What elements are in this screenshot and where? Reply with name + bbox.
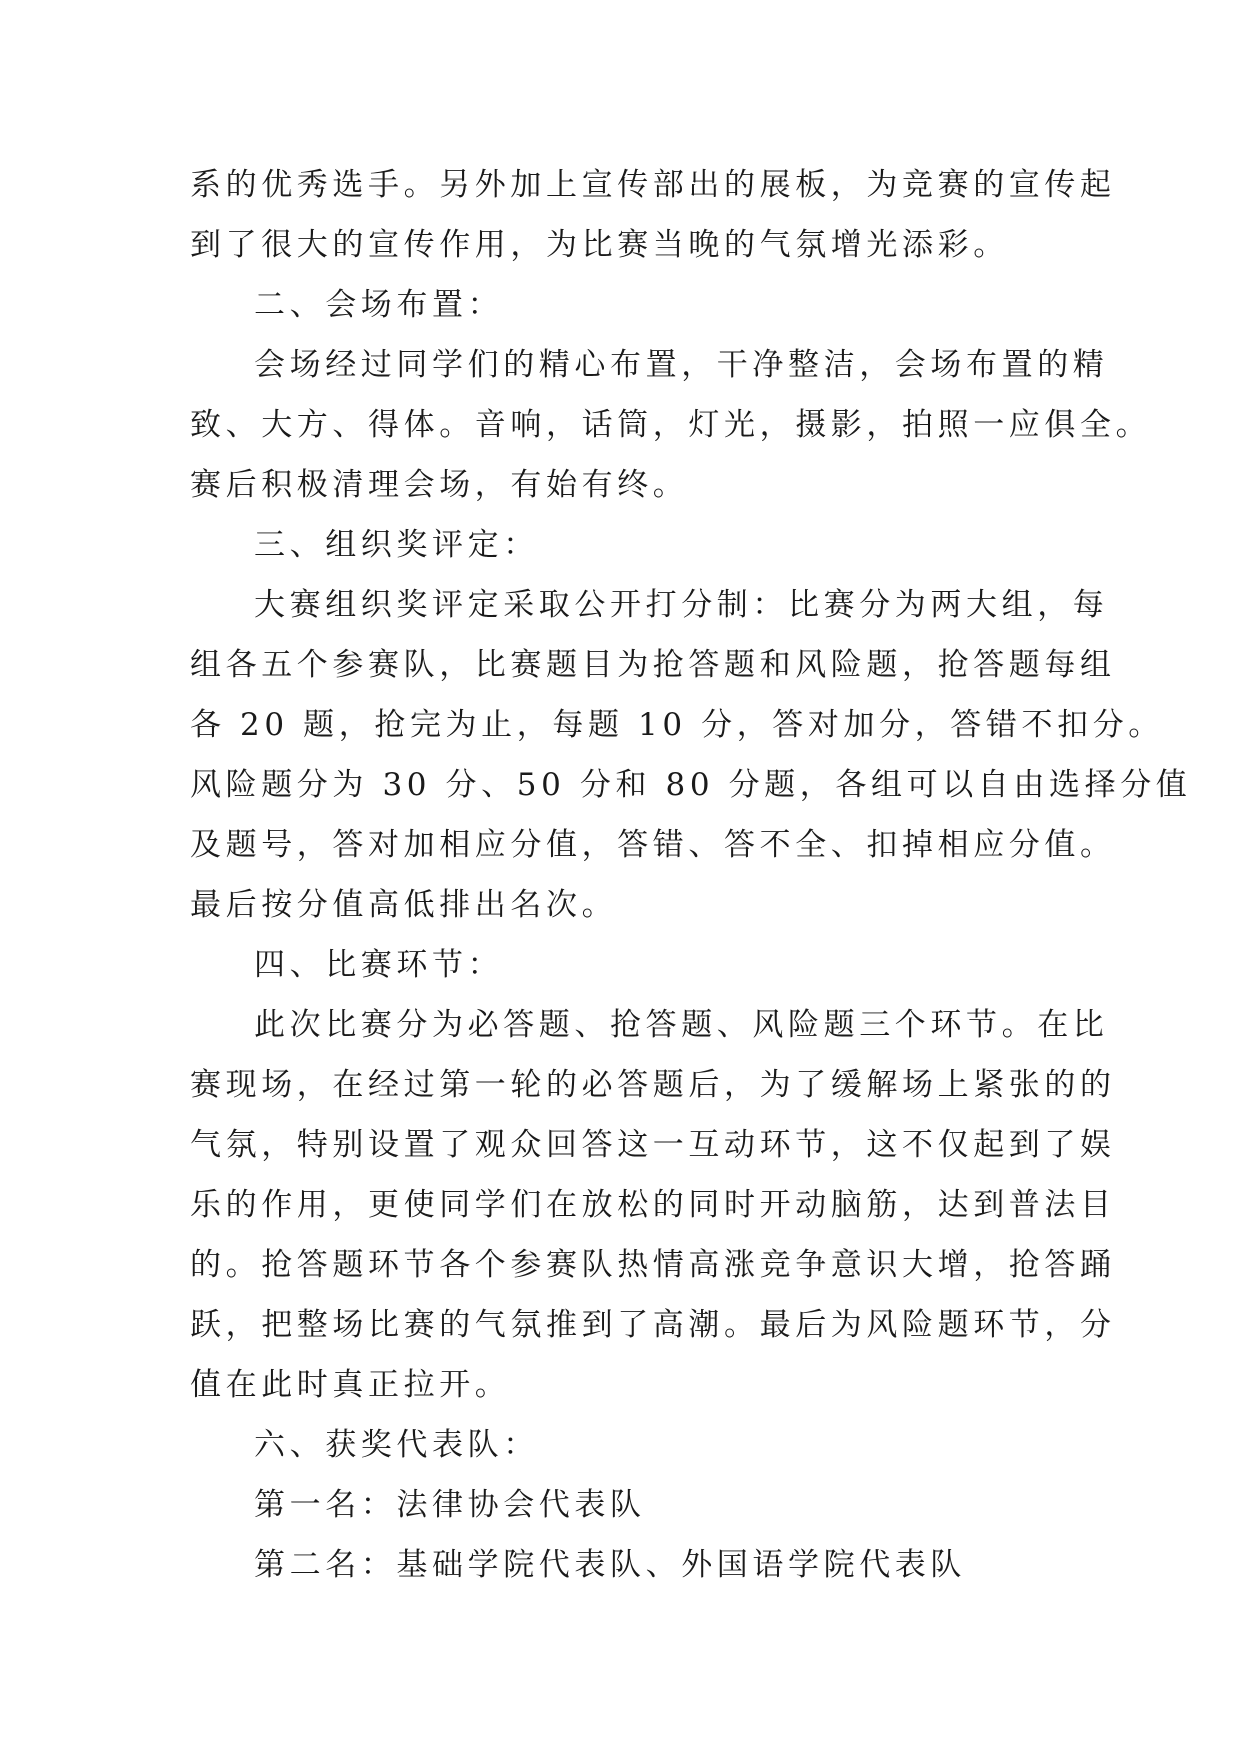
paragraph-line: 各 20 题，抢完为止，每题 10 分，答对加分，答错不扣分。 (190, 707, 1164, 743)
section-heading: 六、获奖代表队： (254, 1427, 539, 1463)
paragraph-line: 跃，把整场比赛的气氛推到了高潮。最后为风险题环节，分 (190, 1307, 1116, 1343)
paragraph-line: 致、大方、得体。音响，话筒，灯光，摄影，拍照一应俱全。 (190, 407, 1152, 443)
section-heading: 二、会场布置： (254, 287, 504, 323)
paragraph-line: 此次比赛分为必答题、抢答题、风险题三个环节。在比 (254, 1007, 1109, 1043)
paragraph-line: 系的优秀选手。另外加上宣传部出的展板，为竞赛的宣传起 (190, 167, 1116, 203)
paragraph-line: 及题号，答对加相应分值，答错、答不全、扣掉相应分值。 (190, 827, 1116, 863)
paragraph-line: 到了很大的宣传作用，为比赛当晚的气氛增光添彩。 (190, 227, 1009, 263)
paragraph-line: 气氛，特别设置了观众回答这一互动环节，这不仅起到了娱 (190, 1127, 1116, 1163)
section-heading: 四、比赛环节： (254, 947, 504, 983)
paragraph-line: 会场经过同学们的精心布置，干净整洁，会场布置的精 (254, 347, 1109, 383)
paragraph-line: 大赛组织奖评定采取公开打分制：比赛分为两大组，每 (254, 587, 1109, 623)
paragraph-line: 值在此时真正拉开。 (190, 1367, 511, 1403)
section-heading: 三、组织奖评定： (254, 527, 539, 563)
paragraph-line: 赛后积极清理会场，有始有终。 (190, 467, 689, 503)
paragraph-line: 风险题分为 30 分、50 分和 80 分题，各组可以自由选择分值 (190, 767, 1192, 803)
paragraph-line: 的。抢答题环节各个参赛队热情高涨竞争意识大增，抢答踊 (190, 1247, 1116, 1283)
paragraph-line: 乐的作用，更使同学们在放松的同时开动脑筋，达到普法目 (190, 1187, 1116, 1223)
paragraph-line: 赛现场，在经过第一轮的必答题后，为了缓解场上紧张的的 (190, 1067, 1116, 1103)
award-second-place: 第二名：基础学院代表队、外国语学院代表队 (254, 1547, 966, 1583)
paragraph-line: 组各五个参赛队，比赛题目为抢答题和风险题，抢答题每组 (190, 647, 1116, 683)
paragraph-line: 最后按分值高低排出名次。 (190, 887, 618, 923)
award-first-place: 第一名：法律协会代表队 (254, 1487, 646, 1523)
